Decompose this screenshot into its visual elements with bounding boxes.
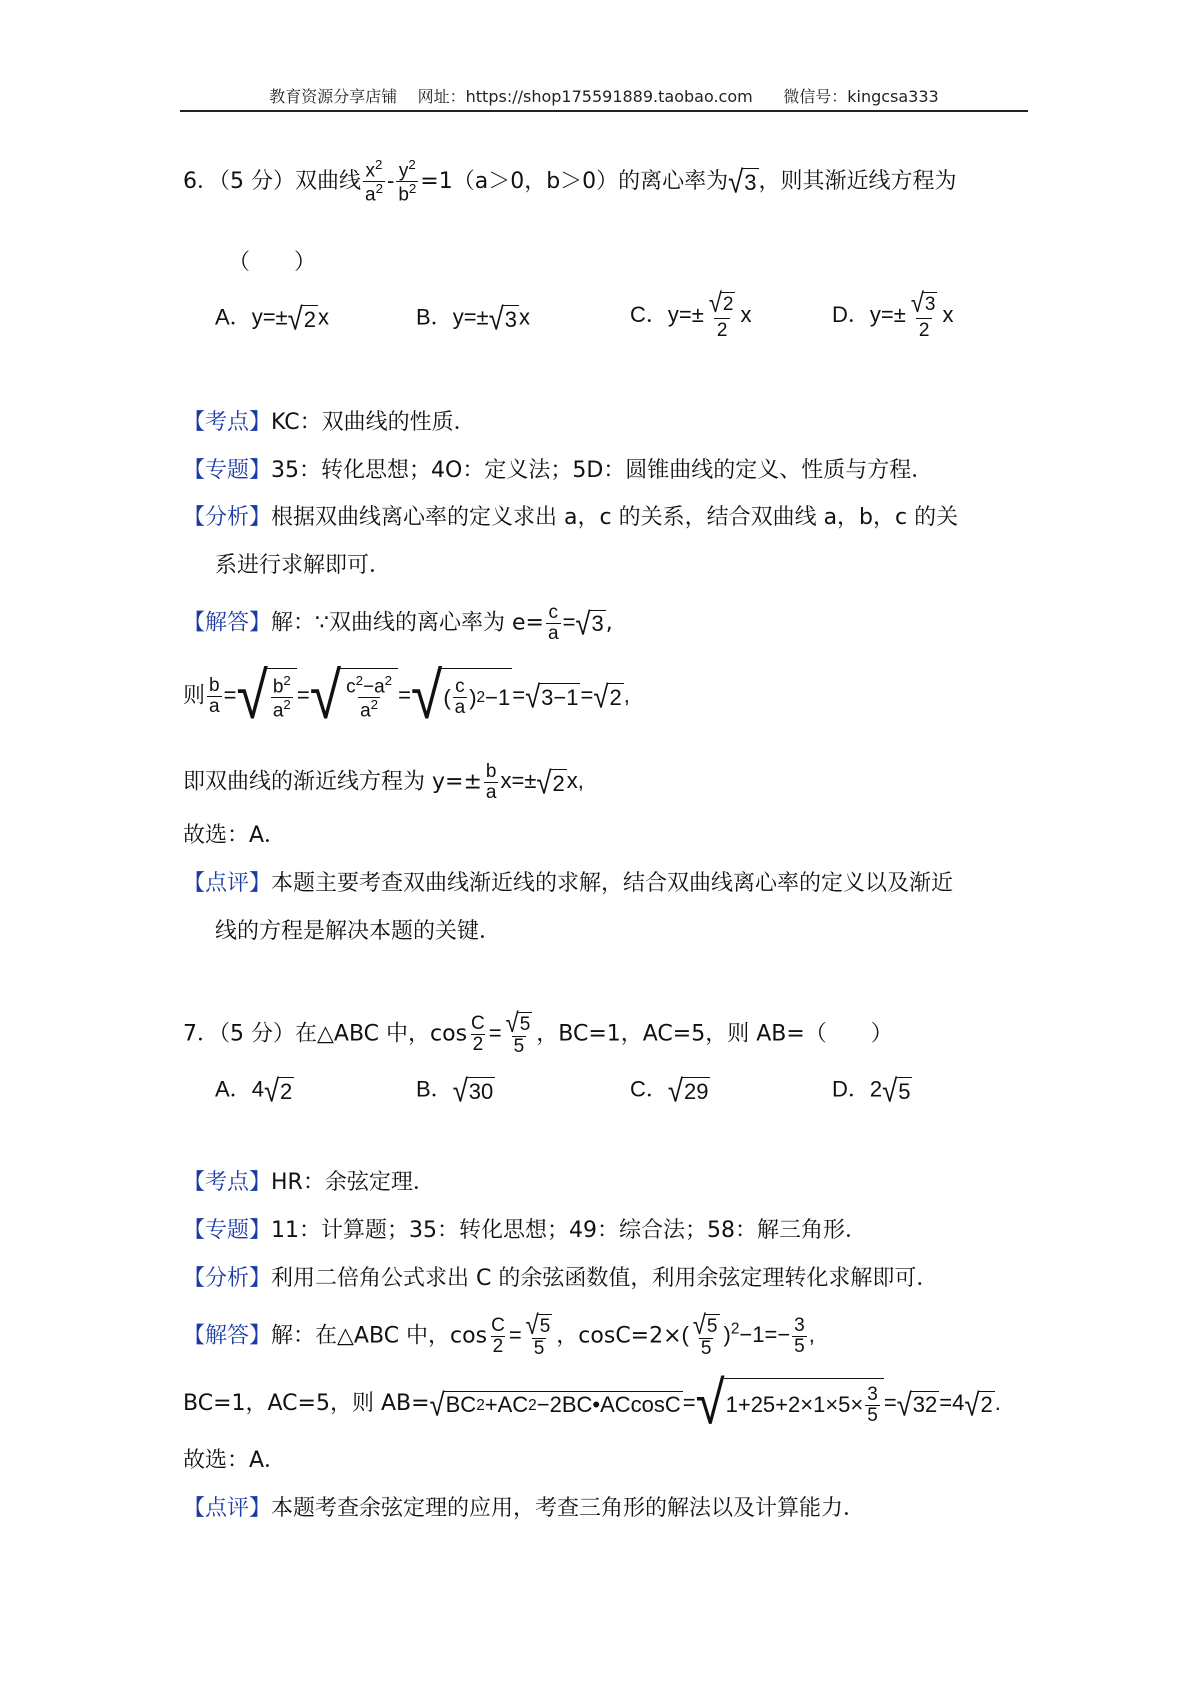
q7-stem: 7．（5 分）在△ABC 中，cos $\frac{C}{2}$ = √ 5 5 ，BC=1，AC=5，则 AB=（ ） [183,1007,893,1057]
zhuanti-tag: 【专题】 [183,458,272,483]
q6-zhuanti: 【专题】35：转化思想；4O：定义法；5D：圆锥曲线的定义、性质与方程． [183,458,934,483]
q6-condition: =1（a＞0，b＞0）的离心率为 [420,168,729,194]
q6-jieda: 【解答】解：∵双曲线的离心率为 e= $\frac{c}{a}$ = √ 3 , [183,602,613,644]
q6-kaodian: 【考点】KC：双曲线的性质． [183,410,476,435]
q6-option-a: A．y=± √ 2 x [215,300,329,337]
header-divider [180,110,1028,112]
page-header [180,84,1028,107]
q6-paren: （ ） [228,250,317,275]
fenxi-tag: 【分析】 [183,505,272,530]
q7-option-a: A．4 √ 2 [215,1072,293,1109]
q6-answer: 故选：A． [183,823,287,848]
q6-stem: 6．（5 分）双曲线 $\frac{x^2}{a^2}$ - $\frac{y^2}{b^2}$ =1（a＞0，b＞0）的离心率为 √ 3 ，则其渐近线方程为 [183,157,957,206]
q6-fenxi: 【分析】根据双曲线离心率的定义求出 a，c 的关系，结合双曲线 a，b，c 的关 [183,505,959,530]
q6-option-c: C．y=± √ 2 2 x [630,287,752,341]
q7-kaodian: 【考点】HR：余弦定理． [183,1170,435,1195]
q7-fenxi: 【分析】利用二倍角公式求出 C 的余弦函数值，利用余弦定理转化求解即可． [183,1266,939,1291]
q7-ab-line: BC=1，AC=5，则 AB= √ BC 2 +AC 2 −2BC•ACcosC = √ 1+25+2×1×5× $\frac{3}{5}$ = √ 32 =4 √ 2 . [183,1369,1001,1438]
shop-name: 教育资源分享店铺 [269,87,398,106]
x2-over-a2-fraction: $\frac{x^2}{a^2}$ [365,157,383,206]
kaodian-tag: 【考点】 [183,410,272,435]
q7-dianping: 【点评】本题考查余弦定理的应用，考查三角形的解法以及计算能力． [183,1496,866,1521]
q6-dianping: 【点评】本题主要考查双曲线渐近线的求解，结合双曲线离心率的定义以及渐近 [183,871,954,896]
sqrt3: √ 3 [728,163,757,200]
q6-asymptote: 即双曲线的渐近线方程为 y=± $\frac{b}{a}$ x=± √ 2 x, [183,761,584,803]
q6-dianping-cont: 线的方程是解决本题的关键． [215,919,502,944]
q6-tail: ，则其渐近线方程为 [758,168,957,194]
q6-derivation: 则 $\frac{b}{a}$ = √ $\frac{b^2}{a^2}$ = √ $\frac{c^2-a^2}{a^2}$ = √ ( $\frac{c}{a}$ ) 2 −1 = √ 3−1 = √ 2 , [183,659,630,733]
y2-over-b2-fraction: $\frac{y^2}{b^2}$ [398,157,417,206]
q6-option-d: D．y=± √ 3 2 x [832,287,954,341]
q7-option-d: D．2 √ 5 [832,1072,911,1109]
q7-jieda: 【解答】解：在△ABC 中，cos $\frac{C}{2}$ = √ 5 5 ，cosC=2×( √ 5 5 )$^2$−1=− $\frac{3}{5}$ , [183,1309,815,1359]
site-label: 网址： [417,87,466,106]
q6-number: 6．（5 分）双曲线 [183,168,361,194]
q6-option-b: B．y=± √ 3 x [416,300,530,337]
q7-zhuanti: 【专题】11：计算题；35：转化思想；49：综合法；58：解三角形． [183,1218,867,1243]
q7-answer: 故选：A． [183,1448,287,1473]
q7-option-b: B． √ 30 [416,1072,494,1109]
jieda-tag: 【解答】 [183,610,272,636]
wechat-id: 微信号：kingcsa333 [783,87,939,106]
shop-url[interactable]: https://shop175591889.taobao.com [465,87,753,106]
q7-option-c: C． √ 29 [630,1072,709,1109]
dianping-tag: 【点评】 [183,871,272,896]
q6-fenxi-cont: 系进行求解即可． [215,553,392,578]
